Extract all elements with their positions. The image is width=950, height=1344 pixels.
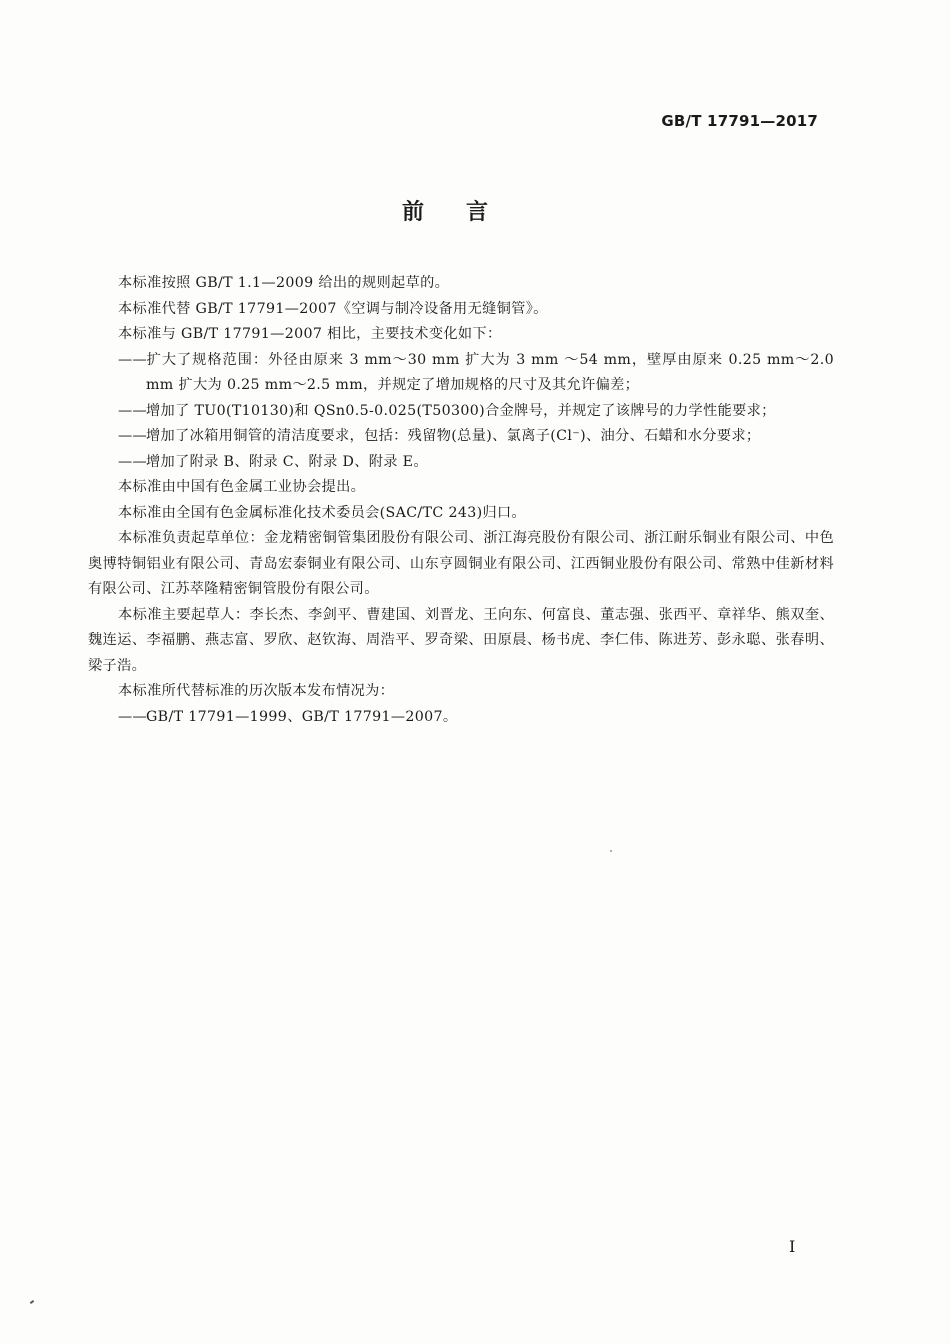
change-item-text: 增加了 TU0(T10130)和 QSn0.5-0.025(T50300)合金牌号，并规定了该牌号的力学性能要求； (146, 402, 776, 419)
change-item (118, 399, 834, 425)
paragraph-replaces: 本标准代替 GB/T 17791—2007《空调与制冷设备用无缝铜管》。 (118, 300, 548, 317)
paragraph-history-intro: 本标准所代替标准的历次版本发布情况为： (118, 683, 395, 699)
change-item-text: 扩大了规格范围：外径由原来 3 mm～30 mm 扩大为 3 mm ～54 mm，壁厚由原来 0.25 mm～2.0 mm 扩大为 0.25 mm～2.5 mm，并规定了增加规格的尺寸及其允许偏差； (146, 351, 834, 393)
change-item (118, 424, 834, 450)
paragraph-drafting-rules: 本标准按照 GB/T 1.1—2009 给出的规则起草的。 (118, 275, 450, 291)
change-item (118, 450, 834, 476)
history-item (118, 705, 834, 731)
change-item-text: 增加了附录 B、附录 C、附录 D、附录 E。 (146, 453, 428, 470)
dash-marker: —— (118, 708, 148, 725)
dash-marker: —— (118, 402, 148, 419)
paragraph-administered-by: 本标准由全国有色金属标准化技术委员会(SAC/TC 243)归口。 (118, 504, 527, 521)
scan-speck (610, 850, 612, 852)
scan-mark (30, 1300, 34, 1304)
change-item-text: 增加了冰箱用铜管的清洁度要求，包括：残留物(总量)、氯离子(Cl⁻)、油分、石蜡和水分要求； (146, 428, 761, 444)
dash-marker: —— (118, 428, 148, 444)
standard-number: GB/T 17791—2017 (661, 112, 818, 130)
paragraph-drafters: 本标准主要起草人：李长杰、李剑平、曹建国、刘晋龙、王向东、何富良、董志强、张西平、章祥华、熊双奎、魏连运、李福鹏、燕志富、罗欣、赵钦海、周浩平、罗奇梁、田原晨、杨书虎、李仁伟、陈进芳、彭永聪、张春明、梁子浩。 (88, 606, 834, 674)
paragraph-changes-intro: 本标准与 GB/T 17791—2007 相比，主要技术变化如下： (118, 326, 502, 342)
dash-marker: —— (118, 453, 148, 470)
paragraph-proposed-by: 本标准由中国有色金属工业协会提出。 (118, 479, 366, 495)
page-number: I (789, 1237, 796, 1256)
section-heading-foreword: 前言 (401, 200, 530, 225)
history-item-text: GB/T 17791—1999、GB/T 17791—2007。 (146, 708, 458, 725)
foreword-body (88, 271, 834, 730)
paragraph-drafting-units: 本标准负责起草单位：金龙精密铜管集团股份有限公司、浙江海亮股份有限公司、浙江耐乐铜业有限公司、中色奥博特铜铝业有限公司、青岛宏泰铜业有限公司、山东亨圆铜业有限公司、江西铜业股份有限公司、常熟中佳新材料有限公司、江苏萃隆精密铜管股份有限公司。 (88, 530, 834, 597)
change-item (118, 348, 834, 399)
dash-marker: —— (118, 351, 148, 368)
